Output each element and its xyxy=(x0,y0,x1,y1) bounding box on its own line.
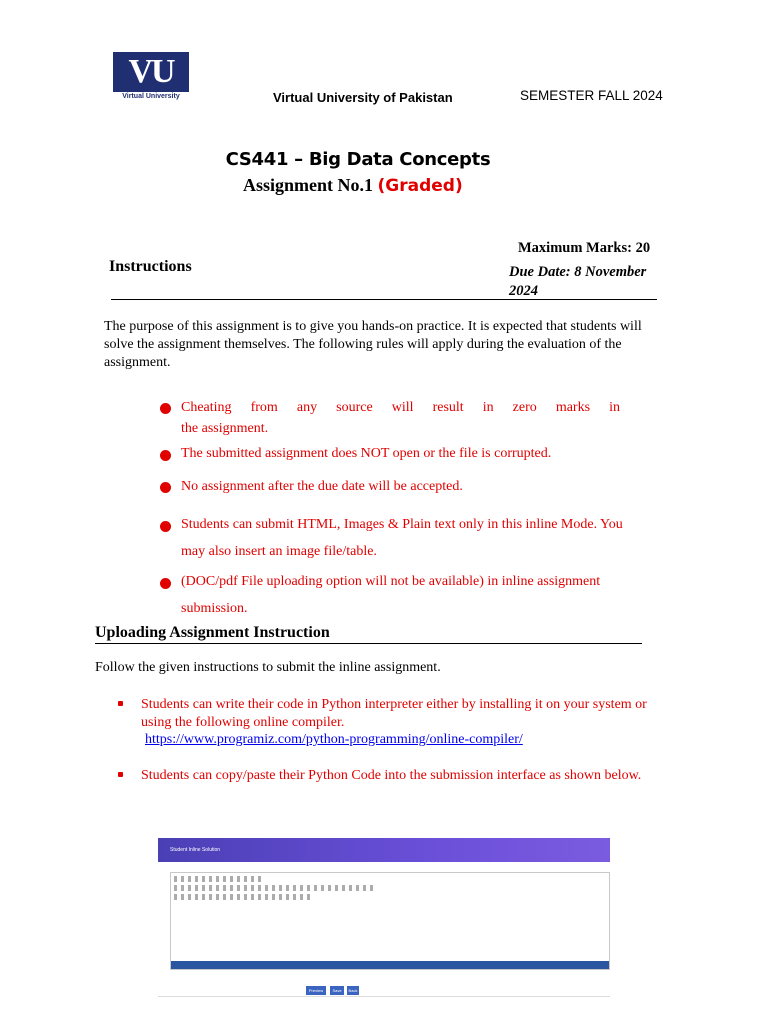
editor-status-bar xyxy=(171,961,609,969)
bullet-dot-icon xyxy=(160,482,171,493)
divider xyxy=(111,299,657,300)
bullet-square-icon xyxy=(118,701,123,706)
screenshot-bottom-line xyxy=(158,996,610,997)
rule-item: Cheating from any source will result in zero marks in xyxy=(181,400,620,415)
screenshot-header: Student Inline Solution xyxy=(158,838,610,862)
due-date: Due Date: 8 November 2024 xyxy=(509,264,647,299)
bullet-dot-icon xyxy=(160,521,171,532)
upload-instruction: Students can copy/paste their Python Code into the submission interface as shown below. xyxy=(141,768,642,783)
university-logo xyxy=(113,52,189,102)
save-button: Save xyxy=(330,986,344,995)
rule-item: Students can submit HTML, Images & Plain text only in this inline Mode. You xyxy=(181,517,623,532)
editor-toolbar-row xyxy=(174,885,374,891)
assignment-number: Assignment No.1 xyxy=(243,175,374,195)
bullet-square-icon xyxy=(118,772,123,777)
rule-item: No assignment after the due date will be accepted. xyxy=(181,479,463,494)
course-title: CS441 – Big Data Concepts xyxy=(225,149,491,170)
instructions-heading: Instructions xyxy=(109,258,192,275)
submission-interface-screenshot xyxy=(158,838,610,998)
rule-item-cont: the assignment. xyxy=(181,421,269,436)
editor-toolbar-row xyxy=(174,876,264,882)
purpose-paragraph: The purpose of this assignment is to give you hands-on practice. It is expected that students will solve the assignment themselves. The following rules will apply during the evaluation of the assignment. xyxy=(104,319,642,370)
bullet-dot-icon xyxy=(160,403,171,414)
rule-item-cont: submission. xyxy=(181,601,248,616)
rich-text-editor xyxy=(170,872,610,970)
graded-label: (Graded) xyxy=(377,176,463,196)
back-button: Back xyxy=(348,988,358,993)
editor-toolbar-row xyxy=(174,894,314,900)
bullet-dot-icon xyxy=(160,450,171,461)
uploading-heading: Uploading Assignment Instruction xyxy=(95,624,330,641)
logo-caption: Virtual University xyxy=(122,93,180,100)
university-name: Virtual University of Pakistan xyxy=(273,90,453,105)
semester-label: SEMESTER FALL 2024 xyxy=(520,88,663,103)
compiler-link[interactable]: https://www.programiz.com/python-programming/online-compiler/ xyxy=(145,732,523,747)
bullet-dot-icon xyxy=(160,578,171,589)
rule-item: (DOC/pdf File uploading option will not be available) in inline assignment xyxy=(181,574,601,589)
assignment-title xyxy=(243,175,463,196)
rule-item-cont: may also insert an image file/table. xyxy=(181,544,377,559)
uploading-intro: Follow the given instructions to submit the inline assignment. xyxy=(95,660,441,675)
preview-button: Preview xyxy=(306,986,326,995)
rule-item: The submitted assignment does NOT open or the file is corrupted. xyxy=(181,446,552,461)
upload-instruction: Students can write their code in Python interpreter either by installing it on your system or using the following online compiler. xyxy=(141,697,647,730)
heading-underline xyxy=(95,643,642,644)
logo-mark: VU xyxy=(113,52,189,92)
maximum-marks: Maximum Marks: 20 xyxy=(518,240,651,256)
